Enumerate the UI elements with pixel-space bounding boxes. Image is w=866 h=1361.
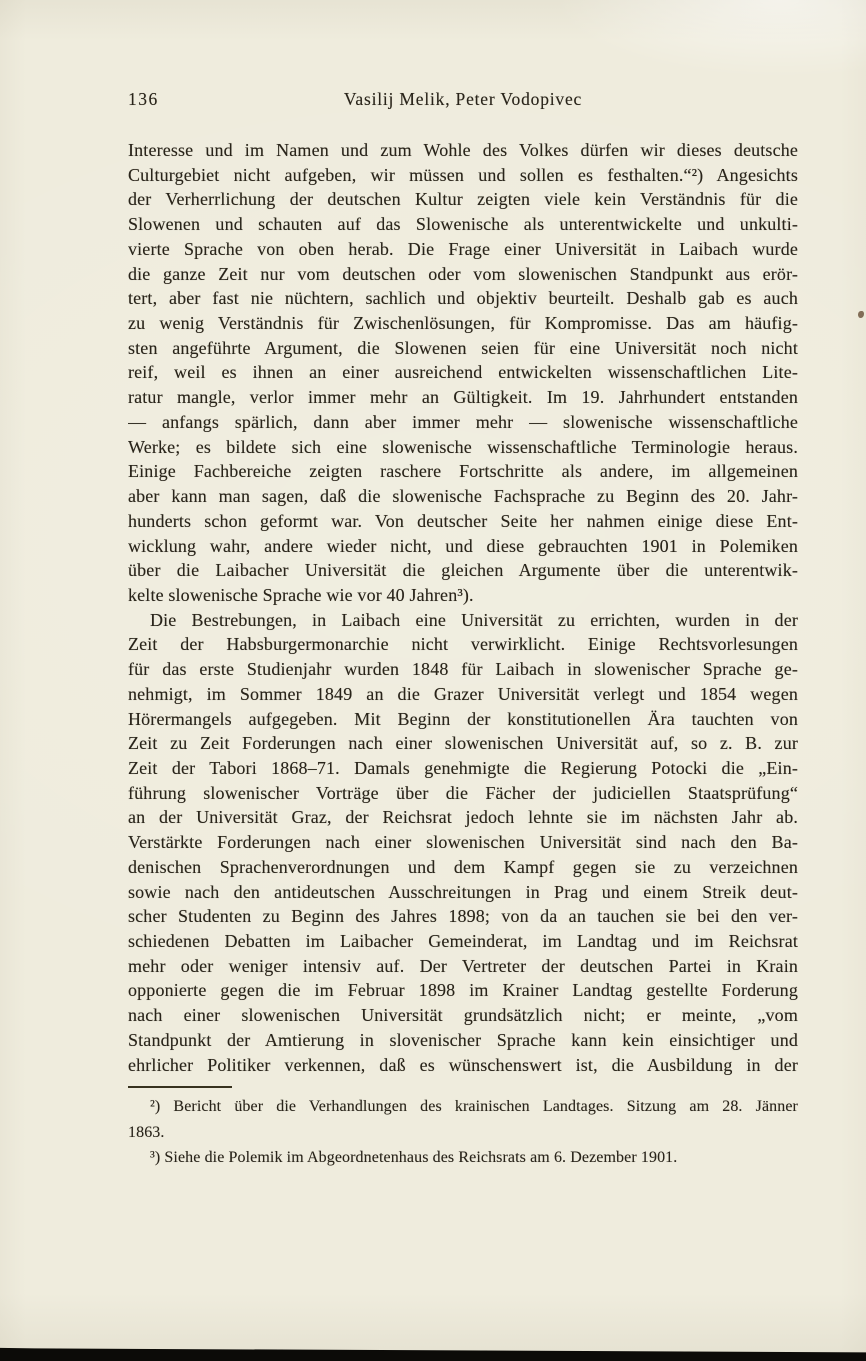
text-line: an der Universität Graz, der Reichsrat jedoch lehnte sie im nächsten Jahr ab. (128, 807, 798, 828)
text-line: der Verherrlichung der deutschen Kultur zeigten viele kein Verständnis für die (128, 189, 798, 210)
text-line: nehmigt, im Sommer 1849 an die Grazer Universität verlegt und 1854 wegen (128, 683, 798, 704)
text-line: Zeit zu Zeit Forderungen nach einer slowenischen Universität auf, so z. B. zur (128, 733, 798, 754)
text-line: Interesse und im Namen und zum Wohle des Volkes dürfen wir dieses deutsche (128, 140, 798, 160)
text-line: Zeit der Tabori 1868–71. Damals genehmigte die Regierung Potocki die „Ein- (128, 757, 798, 778)
text-line: schiedenen Debatten im Laibacher Gemeinderat, im Landtag und im Reichsrat (128, 931, 798, 951)
footnote-line: 1863. (128, 1123, 165, 1141)
text-line: führung slowenischer Vorträge über die Fächer der judiciellen Staatsprüfung“ (128, 782, 798, 803)
text-line: die ganze Zeit nur vom deutschen oder vom slowenischen Standpunkt aus erör- (128, 263, 798, 284)
text-line: Standpunkt der Amtierung in slovenischer Sprache kann kein einsichtiger und (128, 1029, 798, 1050)
footnote-separator (128, 1086, 232, 1088)
text-line: sowie nach den antideutschen Ausschreitungen in Prag und einem Streik deut- (128, 881, 798, 902)
text-line: für das erste Studienjahr wurden 1848 für Laibach in slowenischer Sprache ge- (128, 659, 798, 680)
text-line: opponierte gegen die im Februar 1898 im Krainer Landtag gestellte Forderung (128, 980, 798, 1001)
text-line: Verstärkte Forderungen nach einer slowenischen Universität sind nach den Ba- (128, 832, 798, 853)
text-line: Hörermangels aufgegeben. Mit Beginn der konstitutionellen Ära tauchten von (128, 708, 798, 729)
text-line: hunderts schon geformt war. Von deutscher Seite her nahmen einige diese Ent- (128, 510, 798, 531)
running-head (128, 87, 798, 113)
text-line: vierte Sprache von oben herab. Die Frage einer Universität in Laibach wurde (128, 238, 798, 259)
text-line: aber kann man sagen, daß die slowenische Fachsprache zu Beginn des 20. Jahr- (128, 486, 798, 507)
footnotes (128, 1094, 798, 1171)
text-line: Zeit der Habsburgermonarchie nicht verwirklicht. Einige Rechtsvorlesungen (128, 634, 798, 655)
page-number: 136 (128, 89, 159, 109)
text-line: denischen Sprachenverordnungen und dem Kampf gegen sie zu verzeichnen (128, 856, 798, 877)
scan-speck (858, 311, 864, 318)
text-line: wicklung wahr, andere wieder nicht, und diese gebrauchten 1901 in Polemiken (128, 535, 798, 556)
text-line: Culturgebiet nicht aufgeben, wir müssen und sollen es festhalten.“²) Angesichts (128, 164, 798, 185)
text-line: Einige Fachbereiche zeigten raschere Fortschritte als andere, im allgemeinen (128, 461, 798, 482)
footnote-line: ³) Siehe die Polemik im Abgeordnetenhaus des Reichsrats am 6. Dezember 1901. (150, 1149, 678, 1167)
text-line: zu wenig Verständnis für Zwischenlösungen, für Kompromisse. Das am häufig- (128, 313, 798, 334)
text-line: mehr oder weniger intensiv auf. Der Vertreter der deutschen Partei in Krain (128, 955, 798, 976)
scan-edge-bar (0, 1347, 866, 1361)
text-line: nach einer slowenischen Universität grundsätzlich nicht; er meinte, „vom (128, 1005, 798, 1026)
text-line: Slowenen und schauten auf das Slowenische als unterentwickelte und unkulti- (128, 214, 798, 235)
text-line: tert, aber fast nie nüchtern, sachlich und objektiv beurteilt. Deshalb gab es auch (128, 288, 798, 309)
text-line: ehrlicher Politiker verkennen, daß es wünschenswert ist, die Ausbildung in der (128, 1054, 798, 1075)
text-line: über die Laibacher Universität die gleichen Argumente über die unterentwik- (128, 560, 798, 581)
body-text (128, 138, 798, 1077)
footnote-line: ²) Bericht über die Verhandlungen des krainischen Landtages. Sitzung am 28. Jänner (150, 1098, 798, 1115)
text-line: Werke; es bildete sich eine slowenische wissenschaftliche Terminologie heraus. (128, 436, 798, 457)
text-line: — anfangs spärlich, dann aber immer mehr — slowenische wissenschaftliche (128, 411, 798, 432)
running-title: Vasilij Melik, Peter Vodopivec (343, 89, 583, 109)
text-line: ratur mangle, verlor immer mehr an Gültigkeit. Im 19. Jahrhundert entstanden (128, 387, 798, 408)
text-line: scher Studenten zu Beginn des Jahres 1898; von da an tauchen sie bei den ver- (128, 906, 798, 927)
text-line: sten angeführte Argument, die Slowenen seien für eine Universität noch nicht (128, 337, 798, 358)
text-line: reif, weil es ihnen an einer ausreichend entwickelten wissenschaftlichen Lite- (128, 362, 798, 383)
text-line: kelte slowenische Sprache wie vor 40 Jahren³). (128, 584, 474, 605)
text-line: Die Bestrebungen, in Laibach eine Universität zu errichten, wurden in der (150, 609, 798, 630)
